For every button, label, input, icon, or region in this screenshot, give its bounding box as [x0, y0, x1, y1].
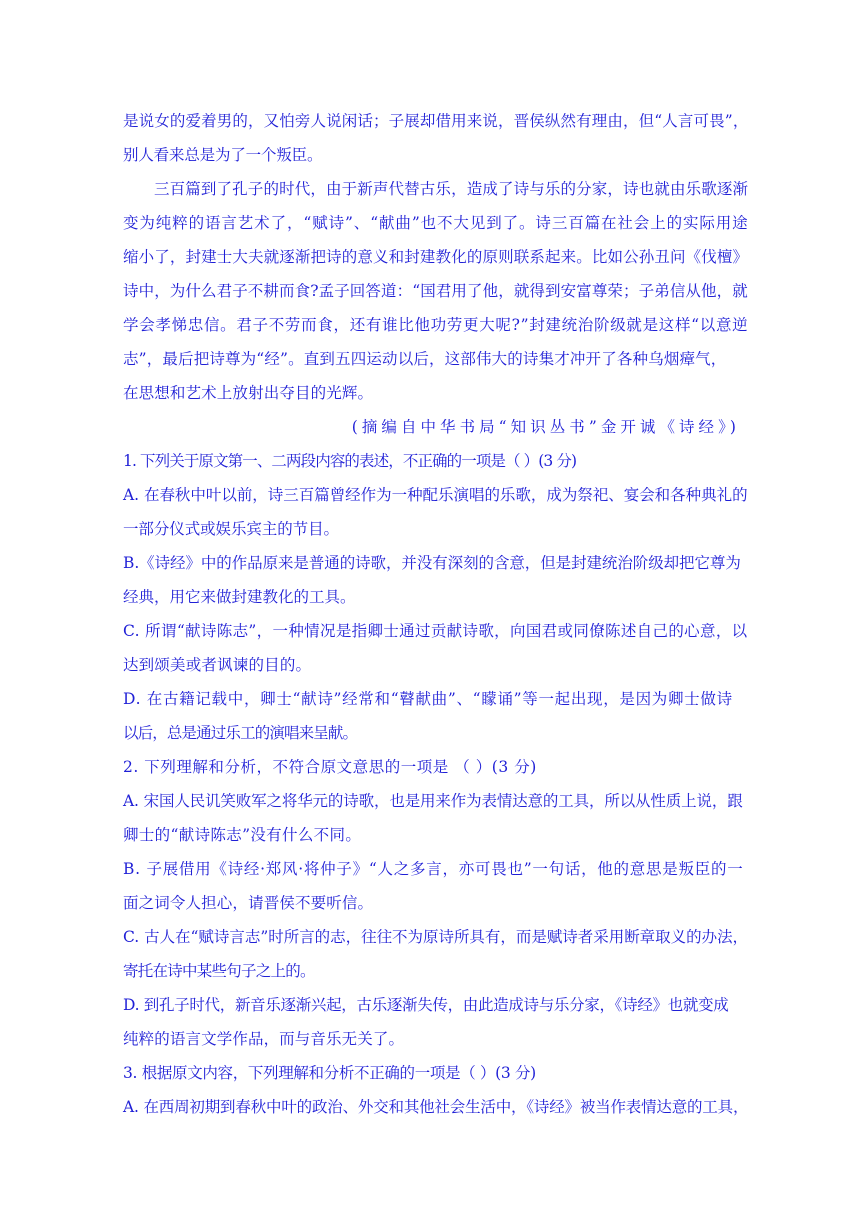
passage-line: 诗中，为什么君子不耕而食?孟子回答道：“国君用了他，就得到安富尊荣；子弟信从他，就 [123, 282, 748, 300]
option-line: D. 在古籍记载中，卿士“献诗”经常和“瞽献曲”、“矇诵”等一起出现，是因为卿士做诗 [123, 690, 733, 708]
option-line: 纯粹的语言文学作品，而与音乐无关了。 [123, 1030, 405, 1048]
passage-line: 别人看来总是为了一个叛臣。 [123, 146, 323, 164]
option-line: C. 古人在“赋诗言志”时所言的志，往往不为原诗所具有，而是赋诗者采用断章取义的办法， [123, 928, 749, 946]
option-line: 卿士的“献诗陈志”没有什么不同。 [123, 826, 362, 844]
option-line: 寄托在诗中某些句子之上的。 [123, 962, 315, 980]
source-citation: (摘编自中华书局“知识丛书”金开诚《诗经》) [351, 418, 740, 436]
question-1-stem: 1. 下列关于原文第一、二两段内容的表述，不正确的一项是（ ）(3 分) [123, 452, 577, 470]
option-line: B.《诗经》中的作品原来是普通的诗歌，并没有深刻的含意，但是封建统治阶级却把它尊为 [123, 554, 741, 572]
passage-line: 缩小了，封建士大夫就逐渐把诗的意义和封建教化的原则联系起来。比如公孙丑问《伐檀》 [123, 248, 749, 266]
option-line: 达到颂美或者讽谏的目的。 [123, 656, 312, 674]
option-line: A. 在西周初期到春秋中叶的政治、外交和其他社会生活中，《诗经》被当作表情达意的工具， [123, 1098, 749, 1116]
passage-line: 学会孝悌忠信。君子不劳而食，还有谁比他功劳更大呢?”封建统治阶级就是这样“以意逆 [123, 316, 749, 334]
option-line: 面之词令人担心，请晋侯不要听信。 [123, 894, 374, 912]
option-line: 一部分仪式或娱乐宾主的节目。 [123, 520, 339, 538]
option-line: 经典，用它来做封建教化的工具。 [123, 588, 356, 606]
question-2-stem: 2. 下列理解和分析，不符合原文意思的一项是 （ ）(3 分) [123, 758, 537, 776]
passage-line: 志”，最后把诗尊为“经”。直到五四运动以后，这部伟大的诗集才冲开了各种乌烟瘴气， [123, 350, 727, 368]
option-line: D. 到孔子时代，新音乐逐渐兴起，古乐逐渐失传，由此造成诗与乐分家，《诗经》也就变成 [123, 996, 729, 1014]
option-line: 以后，总是通过乐工的演唱来呈献。 [123, 724, 358, 742]
passage-line: 在思想和艺术上放射出夺目的光辉。 [123, 384, 374, 402]
paragraph-first-line: 三百篇到了孔子的时代，由于新声代替古乐，造成了诗与乐的分家，诗也就由乐歌逐渐 [154, 180, 749, 198]
passage-line: 是说女的爱着男的，又怕旁人说闲话；子展却借用来说，晋侯纵然有理由，但“人言可畏”， [123, 112, 749, 130]
option-line: A. 宋国人民讥笑败军之将华元的诗歌，也是用来作为表情达意的工具，所以从性质上说，跟 [123, 792, 743, 810]
passage-line: 变为纯粹的语言艺术了，“赋诗”、“献曲”也不大见到了。诗三百篇在社会上的实际用途 [123, 214, 749, 232]
option-line: B. 子展借用《诗经·郑风·将仲子》“人之多言，亦可畏也”一句话，他的意思是叛臣的一 [123, 860, 744, 878]
question-3-stem: 3. 根据原文内容，下列理解和分析不正确的一项是（ ）(3 分) [123, 1064, 536, 1082]
option-line: C. 所谓“献诗陈志”，一种情况是指卿士通过贡献诗歌，向国君或同僚陈述自己的心意，以 [123, 622, 748, 640]
option-line: A. 在春秋中叶以前，诗三百篇曾经作为一种配乐演唱的乐歌，成为祭祀、宴会和各种典礼的 [123, 486, 748, 504]
